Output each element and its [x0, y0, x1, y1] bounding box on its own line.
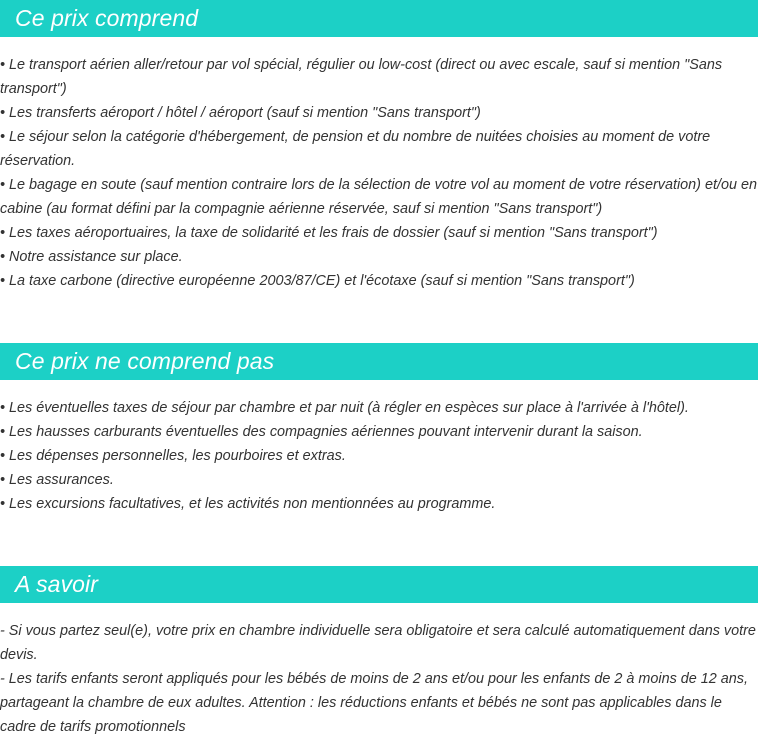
list-item: • La taxe carbone (directive européenne 2003/87/CE) et l'écotaxe (sauf si mention "Sans transport")	[0, 273, 635, 289]
section-body	[0, 603, 758, 739]
section-title: A savoir	[0, 566, 758, 603]
list-item: - Si vous partez seul(e), votre prix en chambre individuelle sera obligatoire et sera calculé automatiquement dans votre devis.	[0, 623, 756, 663]
list-item: • Les hausses carburants éventuelles des compagnies aériennes pouvant intervenir durant la saison.	[0, 424, 643, 440]
list-item: • Les excursions facultatives, et les activités non mentionnées au programme.	[0, 496, 496, 512]
list-item: • Les taxes aéroportuaires, la taxe de solidarité et les frais de dossier (sauf si mention "Sans transport")	[0, 225, 658, 241]
list-item: • Le bagage en soute (sauf mention contraire lors de la sélection de votre vol au moment de votre réservation) et/ou en cabine (au format défini par la compagnie aérienne réservée, sauf si mention "Sans transport")	[0, 177, 757, 217]
list-item: - Les tarifs enfants seront appliqués pour les bébés de moins de 2 ans et/ou pour les enfants de 2 à moins de 12 ans, partageant la chambre de eux adultes. Attention : les réductions enfants et bébés ne sont pas applicables dans le cadre de tarifs promotionnels	[0, 671, 748, 735]
section-title: Ce prix comprend	[0, 0, 758, 37]
section-body	[0, 37, 758, 293]
list-item: • Les dépenses personnelles, les pourboires et extras.	[0, 448, 346, 464]
section-body	[0, 380, 758, 516]
section-price-excludes	[0, 343, 758, 516]
list-item: • Les assurances.	[0, 472, 114, 488]
list-item: • Le séjour selon la catégorie d'hébergement, de pension et du nombre de nuitées choisies au moment de votre réservation.	[0, 129, 711, 169]
list-item: • Les transferts aéroport / hôtel / aéroport (sauf si mention "Sans transport")	[0, 105, 481, 121]
list-item: • Le transport aérien aller/retour par vol spécial, régulier ou low-cost (direct ou avec escale, sauf si mention "Sans transport")	[0, 57, 723, 97]
section-title: Ce prix ne comprend pas	[0, 343, 758, 380]
list-item: • Les éventuelles taxes de séjour par chambre et par nuit (à régler en espèces sur place à l'arrivée à l'hôtel).	[0, 400, 689, 416]
section-good-to-know	[0, 566, 758, 739]
section-price-includes	[0, 0, 758, 293]
list-item: • Notre assistance sur place.	[0, 249, 183, 265]
